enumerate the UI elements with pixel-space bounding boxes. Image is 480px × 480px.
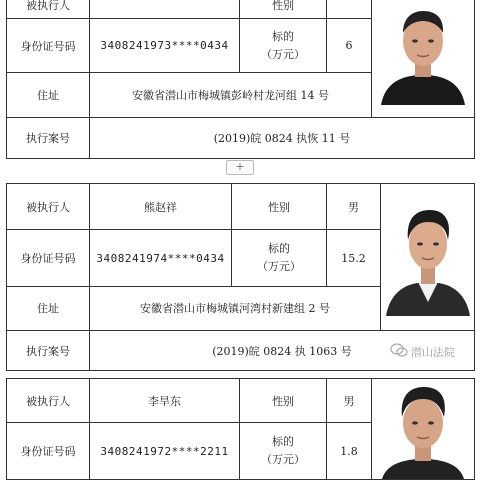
expand-button[interactable]: + — [226, 160, 254, 175]
amount-value: 1.8 — [327, 423, 372, 480]
respondent-label: 被执行人 — [7, 0, 90, 19]
address-value: 安徽省潜山市梅城镇河湾村新建组 2 号 — [90, 286, 381, 330]
amount-value: 15.2 — [327, 230, 381, 286]
respondent-photo — [372, 379, 475, 480]
watermark-text: 潜山法院 — [411, 345, 455, 359]
gender-value: 男 — [327, 379, 372, 423]
amount-label-text: 标的 — [268, 242, 290, 255]
id-number-label: 身份证号码 — [7, 230, 90, 286]
gender-value: 男 — [327, 184, 381, 230]
case-number-value: (2019)皖 0824 执恢 11 号 — [90, 118, 475, 159]
amount-label — [232, 230, 327, 286]
source-watermark — [390, 343, 455, 360]
respondent-label: 被执行人 — [7, 379, 90, 423]
respondent-name: 熊赵祥 — [90, 184, 232, 230]
respondent-photo — [381, 184, 475, 331]
case-number-value: (2019)皖 0824 执 1063 号 — [90, 331, 475, 371]
address-label: 住址 — [7, 286, 90, 330]
amount-label — [240, 19, 327, 73]
record-card-3 — [6, 378, 474, 480]
amount-value: 6 — [327, 19, 372, 73]
address-value: 安徽省潜山市梅城镇彭岭村龙河组 14 号 — [90, 73, 372, 118]
case-number-label: 执行案号 — [7, 118, 90, 159]
amount-label-text: 标的 — [272, 29, 294, 43]
amount-unit-text: （万元） — [261, 453, 305, 467]
respondent-label: 被执行人 — [7, 184, 90, 230]
portrait-photo-2 — [384, 198, 472, 316]
gender-value — [327, 0, 372, 19]
id-number-value: 3408241972****2211 — [90, 423, 240, 480]
amount-unit-text: （万元） — [261, 47, 305, 61]
portrait-photo-1 — [377, 5, 469, 105]
gender-label: 性别 — [240, 379, 327, 423]
amount-label-text: 标的 — [272, 435, 294, 449]
wechat-account-icon — [390, 343, 408, 360]
gender-label: 性别 — [232, 184, 327, 230]
respondent-photo — [372, 0, 475, 118]
respondent-name — [90, 0, 240, 19]
case-number-label: 执行案号 — [7, 331, 90, 371]
respondent-name: 李旱东 — [90, 379, 240, 423]
record-card-1 — [6, 0, 474, 159]
id-number-value: 3408241973****0434 — [90, 19, 240, 73]
id-number-value: 3408241974****0434 — [90, 230, 232, 286]
address-label: 住址 — [7, 73, 90, 118]
id-number-label: 身份证号码 — [7, 19, 90, 73]
amount-label — [240, 423, 327, 480]
gender-label: 性别 — [240, 0, 327, 19]
portrait-photo-3 — [378, 379, 468, 479]
amount-unit-text: （万元） — [257, 260, 301, 273]
id-number-label: 身份证号码 — [7, 423, 90, 480]
